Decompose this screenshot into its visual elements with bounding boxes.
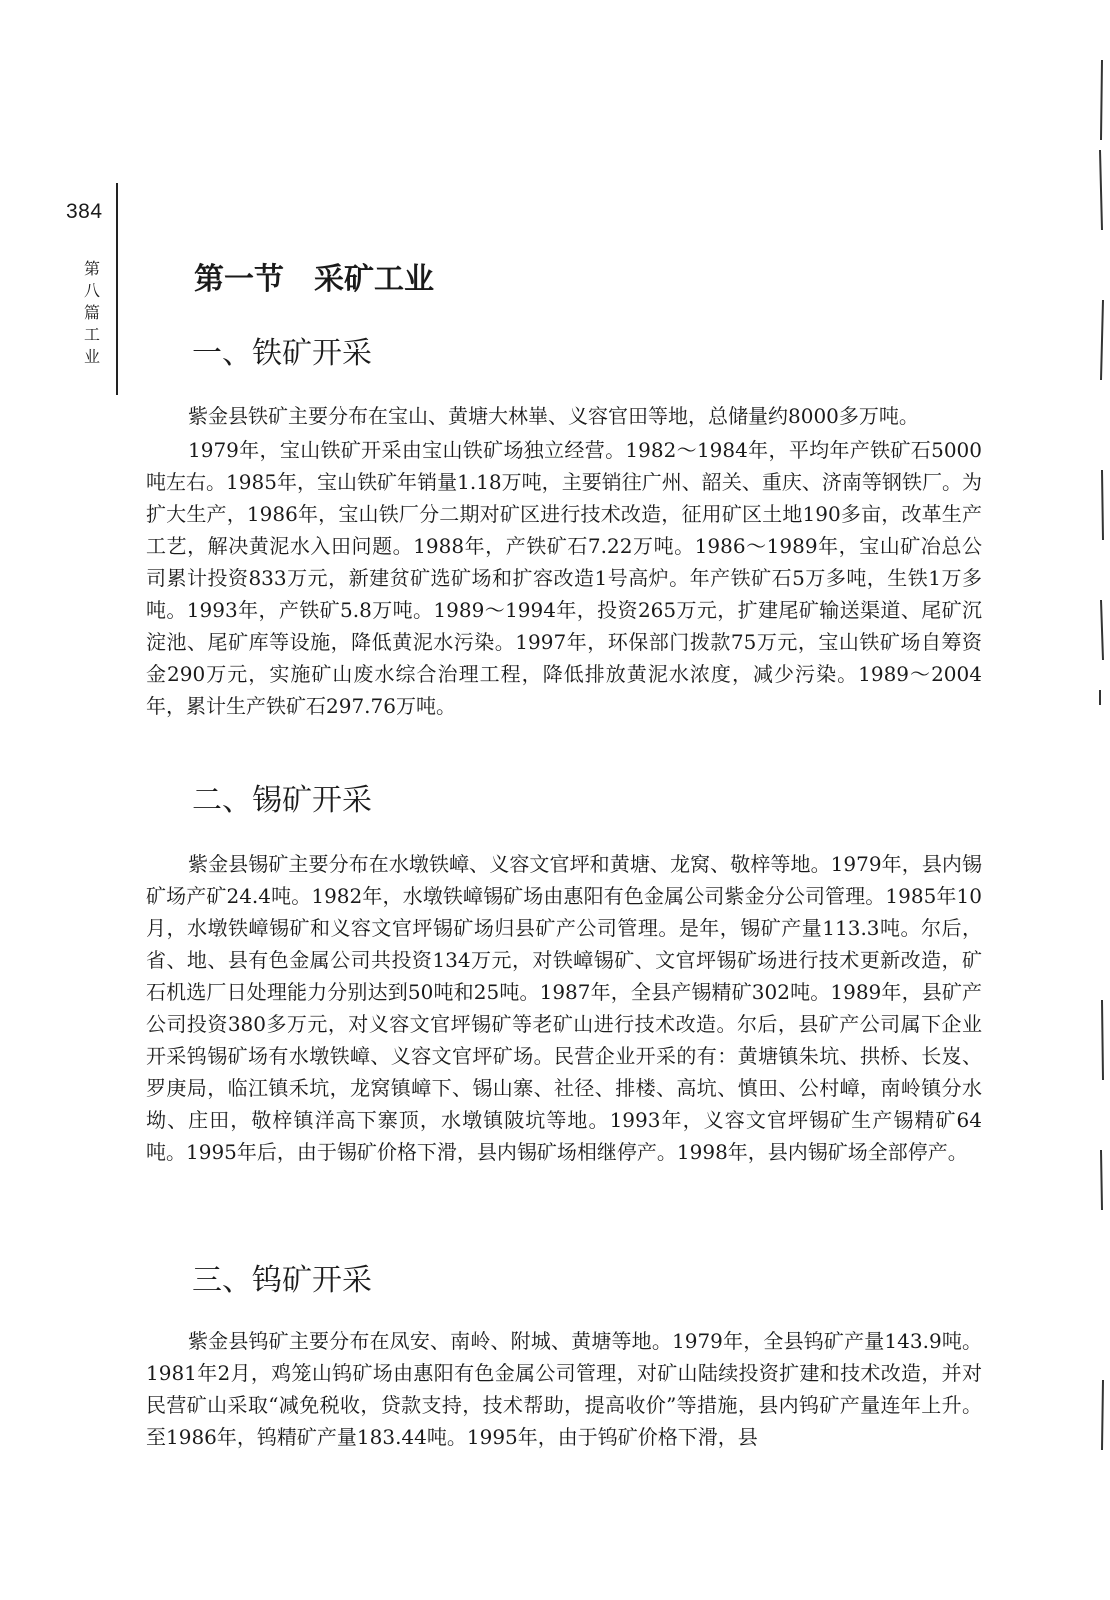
paragraph: 紫金县锡矿主要分布在水墩铁嶂、义容文官坪和黄塘、龙窝、敬梓等地。1979年，县内锡矿场产矿24.4吨。1982年，水墩铁嶂锡矿场由惠阳有色金属公司紫金分公司管理。1985年10月，水墩铁嶂锡矿和义容文官坪锡矿场归县矿产公司管理。是年，锡矿产量113.3吨。尔后，省、地、县有色金属公司共投资134万元，对铁嶂锡矿、文官坪锡矿场进行技术更新改造，矿石机选厂日处理能力分别达到50吨和25吨。1987年，全县产锡精矿302吨。1989年，县矿产公司投资380多万元，对义容文官坪锡矿等老矿山进行技术改造。尔后，县矿产公司属下企业开采钨锡矿场有水墩铁嶂、义容文官坪矿场。民营企业开采的有：黄塘镇朱坑、拱桥、长岌、罗庚局，临江镇禾坑，龙窝镇嶂下、锡山寨、社径、排楼、高坑、慎田、公村嶂，南岭镇分水坳、庄田，敬梓镇洋高下寨顶，水墩镇陂坑等地。1993年，义容文官坪锡矿生产锡精矿64吨。1995年后，由于锡矿价格下滑，县内锡矿场相继停产。1998年，县内锡矿场全部停产。 — [146, 852, 982, 1164]
page-number: 384 — [66, 200, 103, 223]
subsection-heading-iron: 一、铁矿开采 — [192, 336, 372, 371]
subsection-heading-tungsten: 三、钨矿开采 — [192, 1263, 372, 1298]
subsection-heading-tin: 二、锡矿开采 — [192, 783, 372, 818]
section-title: 第一节 采矿工业 — [194, 262, 434, 297]
scan-edge-marks — [1088, 0, 1108, 1600]
running-head: 第八篇 工业 — [83, 259, 100, 366]
paragraph: 紫金县铁矿主要分布在宝山、黄塘大林崋、义容官田等地，总储量约8000多万吨。 — [188, 404, 919, 428]
paragraph: 1979年，宝山铁矿开采由宝山铁矿场独立经营。1982～1984年，平均年产铁矿石5000吨左右。1985年，宝山铁矿年销量1.18万吨，主要销往广州、韶关、重庆、济南等钢铁厂。为扩大生产，1986年，宝山铁厂分二期对矿区进行技术改造，征用矿区土地190多亩，改革生产工艺，解决黄泥水入田问题。1988年，产铁矿石7.22万吨。1986～1989年，宝山矿冶总公司累计投资833万元，新建贫矿选矿场和扩容改造1号高炉。年产铁矿石5万多吨，生铁1万多吨。1993年，产铁矿5.8万吨。1989～1994年，投资265万元，扩建尾矿输送渠道、尾矿沉淀池、尾矿库等设施，降低黄泥水污染。1997年，环保部门拨款75万元，宝山铁矿场自筹资金290万元，实施矿山废水综合治理工程，降低排放黄泥水浓度，减少污染。1989～2004年，累计生产铁矿石297.76万吨。 — [146, 438, 982, 718]
paragraph: 紫金县钨矿主要分布在凤安、南岭、附城、黄塘等地。1979年，全县钨矿产量143.9吨。1981年2月，鸡笼山钨矿场由惠阳有色金属公司管理，对矿山陆续投资扩建和技术改造，并对民营矿山采取“减免税收，贷款支持，技术帮助，提高收价”等措施，县内钨矿产量连年上升。至1986年，钨精矿产量183.44吨。1995年，由于钨矿价格下滑，县 — [146, 1329, 982, 1449]
margin-rule — [116, 183, 118, 395]
